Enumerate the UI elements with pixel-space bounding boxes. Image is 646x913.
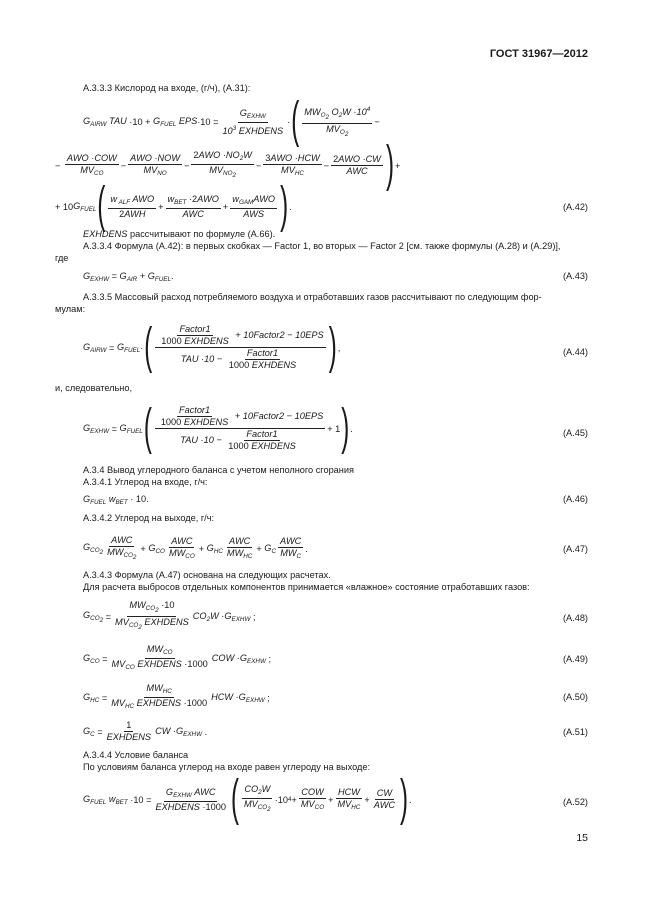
eq-a44-number: (А.44) <box>562 347 588 357</box>
exhdens-note-text: рассчитывают по формуле (А.66). <box>129 229 276 239</box>
eq-a43: $G_{EXHW} = G_{AIR} + G_{FUEL}$. <box>83 271 174 283</box>
exhdens-word: EXHDENS <box>83 229 128 239</box>
para-a335: А.3.3.5 Массовый расход потребляемого воздуха и отработавших газов рассчитывают по следующим фор- <box>83 292 542 302</box>
eq-a44: $G_{AIRW}$ = $G_{FUEL}$ · ( Factor1 1000 EXHDENS + 10Factor2 − 10EPS TAU ·10 − Factor1 1000 EXHDENS ) , <box>83 318 341 375</box>
para-a343: А.3.4.3 Формула (А.47) основана на следующих расчетах. <box>83 570 331 580</box>
heading-a344: А.3.4.4 Условие баланса <box>83 750 189 760</box>
eq-a45: $G_{EXHW}$ = $G_{FUEL}$ ( Factor1 1000 EXHDENS + 10Factor2 − 10EPS TAU ·10 − Factor1 1000 EXHDENS + 1 ) . <box>83 399 353 456</box>
eq-a47-number: (А.47) <box>562 544 588 554</box>
eq-a48: $G_{CO_2}$ = $MW_{CO_2} \cdot 10$ $MV_{CO_2}$ EXHDENS $CO_2W \cdot G_{EXHW}$ ; <box>83 600 256 631</box>
para-a334: А.3.3.4 Формула (А.42): в первых скобках — Factor 1, во вторых — Factor 2 [см. также формулы (А.28) и (А.29)], <box>83 241 561 251</box>
and-therefore: и, следовательно, <box>55 383 133 393</box>
eq-a50-number: (А.50) <box>562 692 588 702</box>
eq-a46: $G_{FUEL}$ $w_{BET} \cdot 10$. <box>83 494 149 506</box>
eq-a42-number: (А.42) <box>562 202 588 212</box>
para-a334-cont: где <box>55 253 69 263</box>
eq-a52-number: (А.52) <box>562 797 588 807</box>
eq-a46-number: (А.46) <box>562 494 588 504</box>
eq-a42-line2: − AWO ·COW $MV_{CO}$ − AWO ·NOW $MV_{NO}$ − $2AWO \cdot NO_2W$ $MV_{NO_2}$ − 3AWO ·HCW $MV_{HC}$ − 2AWO ·CW AWC ) + <box>55 136 401 193</box>
heading-a34: А.3.4 Вывод углеродного баланса с учетом неполного сгорания <box>83 465 354 475</box>
standard-header: ГОСТ 31967—2012 <box>489 48 588 60</box>
eq-a42-line1: $G_{AIRW}$ TAU ·10 + $G_{FUEL}$ EPS ·10 = $G_{EXHW}$ $10^3$ EXHDENS · ( $MW_{O_2}$ $O_2W \cdot 10^4$ $MV_{O_2}$ − <box>83 92 380 150</box>
eq-a52: $G_{FUEL}$ $w_{BET}$ ·10 = $G_{EXHW}$ AWC EXHDENS ·1000 ( $CO_2W$ $MV_{CO_2}$ ·10 4 + COW $MV_{CO}$ + HCW $MV_{HC}$ + CW AWC ) . <box>83 770 412 827</box>
eq-a49: $G_{CO}$ = $MW_{CO}$ $MV_{CO}$ EXHDENS ·1000 COW $\cdot G_{EXHW}$ ; <box>83 644 272 671</box>
heading-a341: А.3.4.1 Углерод на входе, г/ч: <box>83 477 208 487</box>
eq-a50: $G_{HC}$ = $MW_{HC}$ $MV_{HC}$ EXHDENS ·1000 HCW $\cdot G_{EXHW}$ ; <box>83 683 270 710</box>
heading-a342: А.3.4.2 Углерод на выходе, г/ч: <box>83 513 215 523</box>
para-a343-b: Для расчета выбросов отдельных компонентов принимается «влажное» состояние отработавших газов: <box>83 582 530 592</box>
eq-a45-number: (А.45) <box>562 428 588 438</box>
eq-a51: $G_C$ = 1 EXHDENS CW $\cdot G_{EXHW}$ . <box>83 720 208 742</box>
eq-a51-number: (А.51) <box>562 727 588 737</box>
exhdens-note <box>83 228 275 240</box>
page-number: 15 <box>576 832 588 844</box>
eq-a48-number: (А.48) <box>562 613 588 623</box>
eq-a42-line3: + 10 $G_{FUEL}$ ( w $_{ALF}$ AWO 2AWH + $w_{BET} \cdot 2AWO$ AWC + $w_{GAM}AWO$ AWS ) . <box>55 177 292 235</box>
eq-a49-number: (А.49) <box>562 654 588 664</box>
eq-a47: $G_{CO_2}$ AWC $MW_{CO_2}$ + $G_{CO}$ AWC $MW_{CO}$ + $G_{HC}$ AWC $MW_{HC}$ + $G_C$ AWC $MW_C$ . <box>83 535 308 561</box>
para-a344: По условиям баланса углерод на входе равен углероду на выходе: <box>83 762 371 772</box>
para-a335-cont: мулам: <box>55 304 86 314</box>
para-a333: А.3.3.3 Кислород на входе, (г/ч), (А.31): <box>83 83 251 93</box>
eq-a43-number: (А.43) <box>562 271 588 281</box>
